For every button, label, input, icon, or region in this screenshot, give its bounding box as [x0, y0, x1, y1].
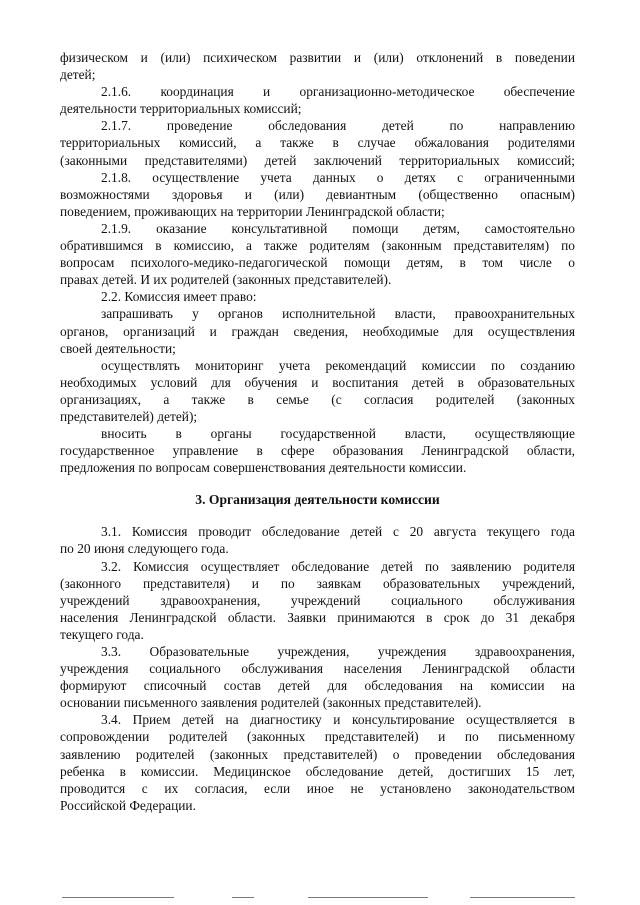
text-line: государственное управление в сфере образования Ленинградской области,	[60, 443, 575, 459]
text-line: учреждений здравоохранения, учреждений социального обслуживания	[60, 592, 575, 608]
text-line: 2.1.7. проведение обследования детей по направлению	[101, 118, 575, 134]
text-line: текущего года.	[60, 626, 144, 642]
text-line: физическом и (или) психическом развитии и (или) отклонений в поведении	[60, 50, 575, 65]
text-line: представителей) детей);	[60, 408, 198, 424]
text-line: 3.3. Образовательные учреждения, учреждения здравоохранения,	[101, 644, 575, 659]
text-line: территориальных комиссий, а также в случае обжалования родителями	[60, 135, 575, 151]
text-line: 2.1.8. осуществление учета данных о детях с ограниченными	[101, 169, 575, 185]
text-line: своей деятельности;	[60, 340, 176, 356]
document-page	[60, 49, 575, 814]
text-line: учреждения социального обслуживания населения Ленинградской области	[60, 661, 575, 677]
text-line: основании письменного заявления родителей (законных представителей).	[60, 695, 482, 711]
text-line: населения Ленинградской области. Заявки принимаются в срок до 31 декабря	[60, 609, 575, 625]
text-line: (законного представителя) и по заявкам образовательных учреждений,	[60, 575, 575, 591]
scan-edge-line	[308, 897, 428, 898]
text-line: органов, организаций и граждан сведения, необходимые для осуществления	[60, 323, 575, 339]
scan-edge-line	[232, 897, 254, 898]
scan-edge-line	[62, 897, 174, 898]
text-line: по 20 июня следующего года.	[60, 541, 229, 557]
text-line: деятельности территориальных комиссий;	[60, 101, 302, 117]
text-line: поведением, проживающих на территории Ленинградской области;	[60, 203, 445, 219]
text-line: организациях, а также в семье (с согласия родителей (законных	[60, 391, 575, 407]
text-line: 3.2. Комиссия осуществляет обследование детей по заявлению родителя	[101, 558, 575, 574]
text-line: 3.1. Комиссия проводит обследование детей с 20 августа текущего года	[101, 524, 575, 540]
section-3-heading: 3. Организация деятельности комиссии	[195, 492, 440, 508]
text-line: запрашивать у органов исполнительной власти, правоохранительных	[101, 306, 575, 322]
text-line: необходимых условий для обучения и воспитания детей в образовательных	[60, 374, 575, 390]
text-line: 2.1.9. оказание консультативной помощи детям, самостоятельно	[101, 220, 575, 236]
text-line: 2.2. Комиссия имеет право:	[101, 289, 257, 305]
section-3-body	[60, 523, 575, 814]
text-line: сопровождении родителей (законных представителей) и по письменному	[60, 729, 575, 745]
text-line: вносить в органы государственной власти, осуществляющие	[101, 426, 575, 442]
text-line: 3.4. Прием детей на диагностику и консультирование осуществляется в	[101, 712, 575, 728]
text-line: Российской Федерации.	[60, 797, 196, 813]
text-line: вопросам психолого-медико-педагогической помощи детям, в том числе о	[60, 255, 575, 271]
text-line: обратившимся в комиссию, а также родителям (законным представителям) по	[60, 238, 575, 254]
section-2-continuation	[60, 49, 575, 476]
text-line: формируют списочный состав детей для обследования на комиссии на	[60, 678, 575, 694]
scan-edge-line	[470, 897, 575, 898]
text-line: возможностями здоровья и (или) девиантным (общественно опасным)	[60, 186, 575, 202]
text-line: правах детей. И их родителей (законных представителей).	[60, 272, 392, 288]
text-line: ребенка в комиссии. Медицинское обследование детей, достигших 15 лет,	[60, 763, 575, 779]
text-line: заявлению родителей (законных представителей) о проведении обследования	[60, 746, 575, 762]
text-line: осуществлять мониторинг учета рекомендаций комиссии по созданию	[101, 357, 575, 373]
text-line: предложения по вопросам совершенствования деятельности комиссии.	[60, 460, 467, 476]
text-line: (законными представителями) детей заключений территориальных комиссий;	[60, 152, 575, 168]
text-line: детей;	[60, 67, 96, 83]
text-line: проводится с их согласия, если иное не установлено законодательством	[60, 780, 575, 796]
text-line: 2.1.6. координация и организационно-методическое обеспечение	[101, 84, 575, 100]
